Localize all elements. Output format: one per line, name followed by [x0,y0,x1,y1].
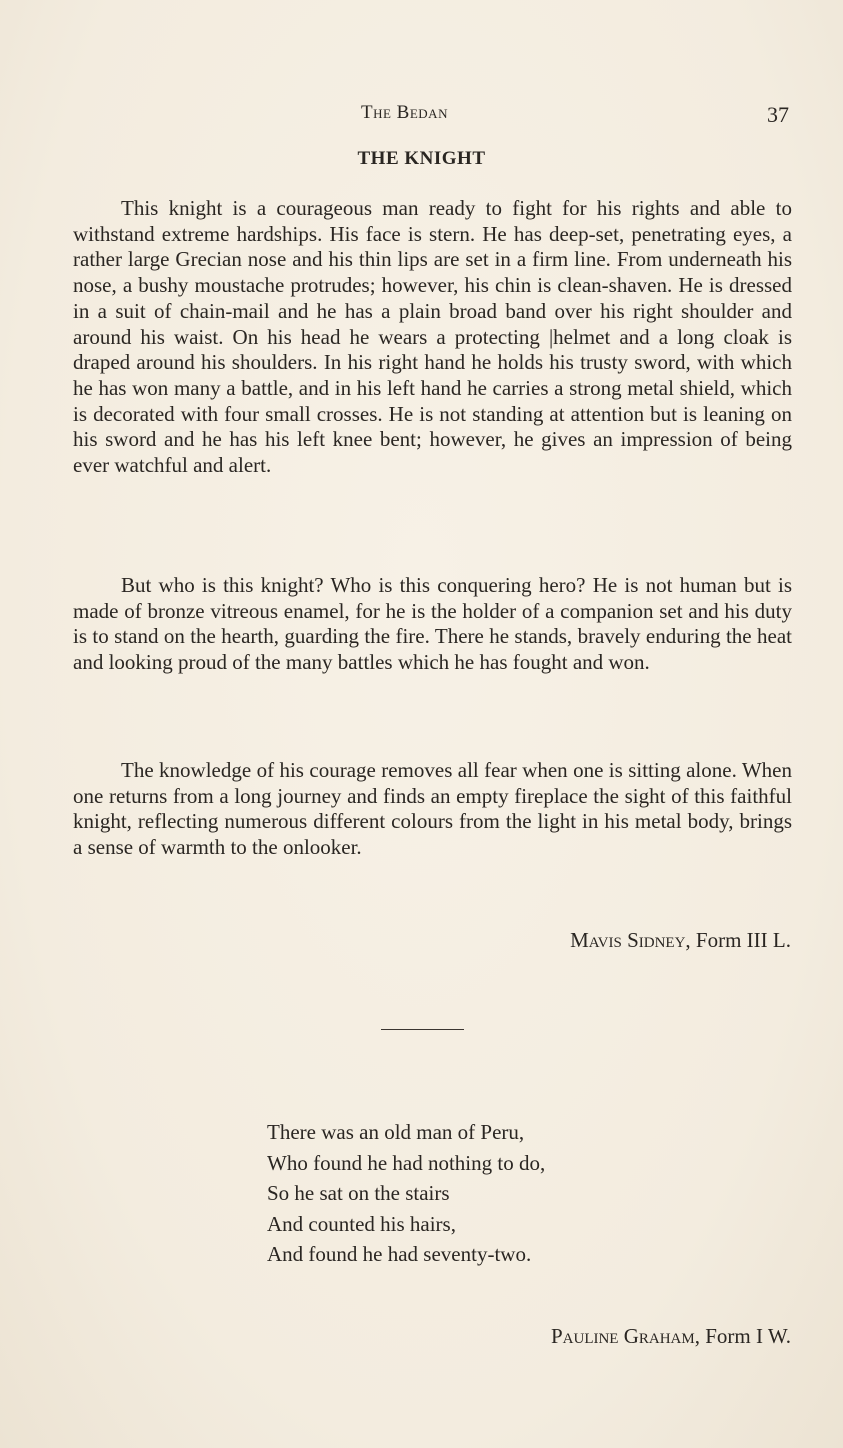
author-form: Form III L. [695,928,791,952]
paragraph-text: The knowledge of his courage removes all fear when one is sitting alone. When one returns from a long journey and finds an empty fireplace the sight of this faithful knight, reflecting numerous different colours from the light in his metal body, brings a sense of warmth to the onlooker. [73,758,792,860]
running-title: The Bedan [361,102,448,123]
poem-signature [551,1324,791,1349]
poem-line: So he sat on the stairs [267,1181,450,1205]
paragraph-text: This knight is a courageous man ready to fight for his rights and able to withstand extreme hardships. His face is stern. He has deep-set, penetrating eyes, a rather large Grecian nose and his thin lips are set in a firm line. From underneath his nose, a bushy moustache protrudes; however, his chin is clean-shaven. He is dressed in a suit of chain-mail and he has a plain broad band over his right shoulder and around his waist. On his head he wears a protecting |helmet and a long cloak is draped around his shoulders. In his right hand he holds his trusty sword, with which he has won many a battle, and in his left hand he carries a strong metal shield, which is decorated with four small crosses. He is not standing at attention but is leaning on his sword and he has his left knee bent; however, he gives an impression of being ever watchful and alert. [73,196,792,478]
poem-line: Who found he had nothing to do, [267,1150,546,1175]
paragraph-text: But who is this knight? Who is this conquering hero? He is not human but is made of bronze vitreous enamel, for he is the holder of a companion set and his duty is to stand on the hearth, guarding the fire. There he stands, bravely enduring the heat and looking proud of the many battles which he has fought and won. [73,573,792,675]
author-name: Mavis Sidney, [570,928,691,952]
article-title: THE KNIGHT [357,148,486,169]
paragraph-1 [73,196,792,479]
running-head [0,102,843,128]
author-form: Form I W. [705,1324,791,1348]
poem-line: And counted his hairs, [267,1211,456,1236]
article-signature [570,928,791,953]
section-divider [381,1029,464,1030]
paragraph-3 [73,758,792,861]
page-number: 37 [767,102,789,127]
poem-line: There was an old man of Peru, [267,1120,525,1144]
paragraph-2 [73,573,792,676]
limerick-poem [267,1117,545,1270]
author-name: Pauline Graham, [550,1324,700,1348]
poem-line: And found he had seventy-two. [267,1242,532,1266]
